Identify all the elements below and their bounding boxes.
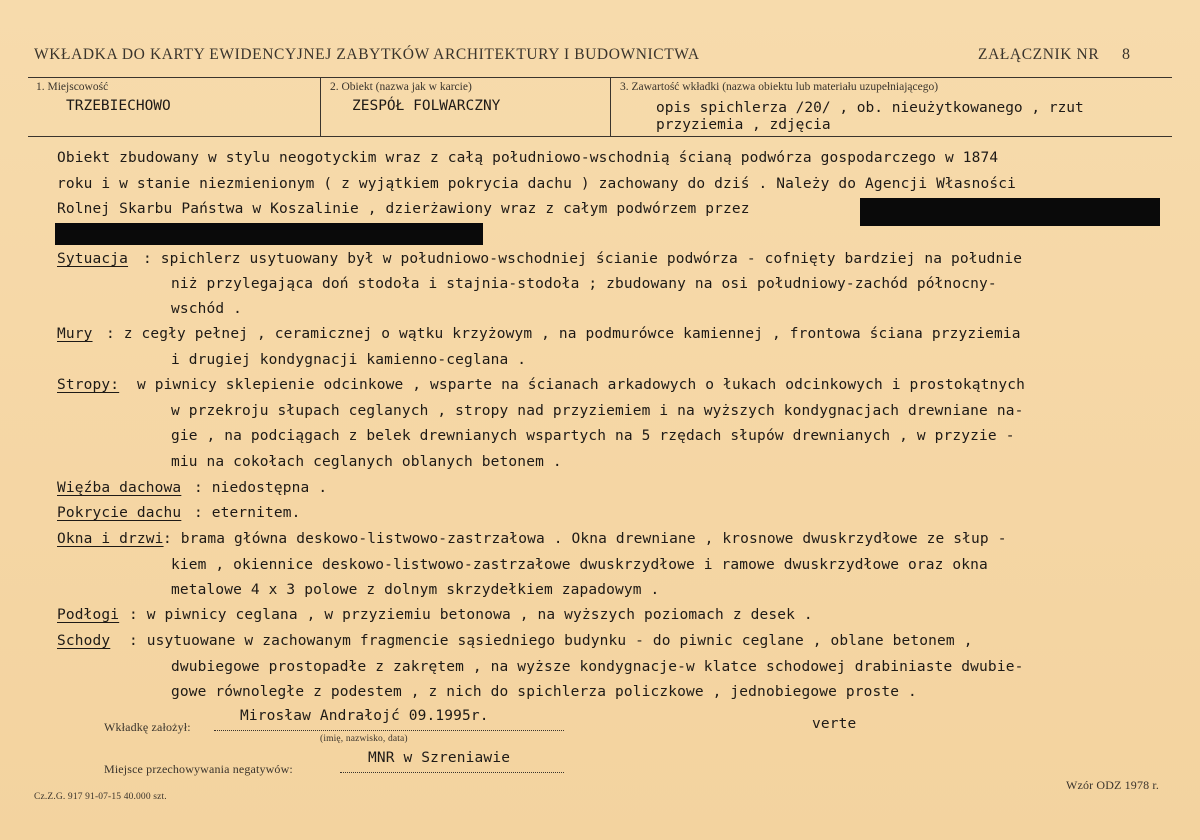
stropy-line: w przekroju słupach ceglanych , stropy nad przyziemiem i na wyższych kondygnacjach drewniane na- bbox=[171, 403, 1024, 419]
annex-label: ZAŁĄCZNIK NR bbox=[978, 46, 1100, 63]
location-signature-line bbox=[340, 772, 564, 773]
field-locality-value: TRZEBIECHOWO bbox=[66, 98, 171, 114]
field-contents bbox=[612, 78, 1172, 136]
intro-line: roku i w stanie niezmienionym ( z wyjątkiem pokrycia dachu ) zachowany do dziś . Należy do Agencji Własności bbox=[57, 176, 1017, 192]
section-label-mury: Mury bbox=[57, 326, 93, 342]
intro-line: Rolnej Skarbu Państwa w Koszalinie , dzierżawiony wraz z całym podwórzem przez bbox=[57, 201, 750, 217]
sytuacja-line: wschód . bbox=[171, 301, 243, 317]
field-contents-label: 3. Zawartość wkładki (nazwa obiektu lub materiału uzupełniającego) bbox=[620, 81, 939, 93]
location-label: Miejsce przechowywania negatywów: bbox=[104, 762, 293, 776]
redaction-block bbox=[860, 198, 1160, 226]
field-locality-label: 1. Miejscowość bbox=[36, 81, 109, 93]
stropy-line: gie , na podciągach z belek drewnianych wspartych na 5 rzędach słupów drewnianych , w przyzie - bbox=[171, 428, 1015, 444]
field-locality bbox=[28, 78, 321, 136]
author-value: Mirosław Andrałojć 09.1995r. bbox=[240, 708, 489, 724]
sytuacja-line: : spichlerz usytuowany był w południowo-wschodniej ścianie podwórza - cofnięty bardziej na południe bbox=[143, 251, 1023, 267]
intro-line: Obiekt zbudowany w stylu neogotyckim wraz z całą południowo-wschodnią ścianą podwórza gospodarczego w 1874 bbox=[57, 150, 999, 166]
field-contents-value: opis spichlerza /20/ , ob. nieużytkowanego , rzut przyziemia , zdjęcia bbox=[656, 100, 1084, 133]
wiezba-text: : niedostępna . bbox=[194, 480, 328, 496]
section-label-okna: Okna i drzwi bbox=[57, 531, 164, 547]
field-object-label: 2. Obiekt (nazwa jak w karcie) bbox=[330, 81, 472, 93]
schody-line: dwubiegowe prostopadłe z zakrętem , na wyższe kondygnacje-w klatce schodowej drabiniaste dwubie- bbox=[171, 659, 1024, 675]
pokrycie-text: : eternitem. bbox=[194, 505, 301, 521]
section-label-sytuacja: Sytuacja bbox=[57, 251, 129, 267]
author-caption: (imię, nazwisko, data) bbox=[320, 734, 408, 744]
print-info: Cz.Z.G. 917 91-07-15 40.000 szt. bbox=[34, 792, 167, 802]
okna-line: metalowe 4 x 3 polowe z dolnym skrzydełkiem zapadowym . bbox=[171, 582, 660, 598]
section-label-stropy: Stropy: bbox=[57, 377, 120, 393]
verte-note: verte bbox=[812, 716, 857, 732]
redaction-block bbox=[55, 223, 483, 245]
podlogi-text: : w piwnicy ceglana , w przyziemiu betonowa , na wyższych poziomach z desek . bbox=[129, 607, 813, 623]
form-model: Wzór ODZ 1978 r. bbox=[1066, 778, 1160, 792]
mury-line: : z cegły pełnej , ceramicznej o wątku krzyżowym , na podmurówce kamiennej , frontowa ściana przyziemia bbox=[106, 326, 1021, 342]
schody-line: : usytuowane w zachowanym fragmencie sąsiedniego budynku - do piwnic ceglane , oblane betonem , bbox=[129, 633, 973, 649]
section-label-pokrycie: Pokrycie dachu bbox=[57, 505, 182, 521]
stropy-line: miu na cokołach ceglanych oblanych betonem . bbox=[171, 454, 562, 470]
section-label-podlogi: Podłogi bbox=[57, 607, 120, 623]
okna-line: : brama główna deskowo-listwowo-zastrzałowa . Okna drewniane , krosnowe dwuskrzydłowe ze słup - bbox=[163, 531, 1007, 547]
field-object-value: ZESPÓŁ FOLWARCZNY bbox=[352, 98, 501, 114]
location-value: MNR w Szreniawie bbox=[368, 750, 511, 766]
section-label-schody: Schody bbox=[57, 633, 111, 649]
mury-line: i drugiej kondygnacji kamienno-ceglana . bbox=[171, 352, 527, 368]
fields-table bbox=[28, 77, 1172, 137]
sytuacja-line: niż przylegająca doń stodoła i stajnia-stodoła ; zbudowany na osi południowy-zachód północny- bbox=[171, 276, 997, 292]
annex-number: 8 bbox=[1122, 46, 1131, 63]
field-object bbox=[322, 78, 611, 136]
author-signature-line bbox=[214, 730, 564, 731]
section-label-wiezba: Więźba dachowa bbox=[57, 480, 182, 496]
schody-line: gowe równoległe z podestem , z nich do spichlerza policzkowe , jednobiegowe proste . bbox=[171, 684, 917, 700]
stropy-line: w piwnicy sklepienie odcinkowe , wsparte na ścianach arkadowych o łukach odcinkowych i prostokątnych bbox=[137, 377, 1025, 393]
card-title: WKŁADKA DO KARTY EWIDENCYJNEJ ZABYTKÓW ARCHITEKTURY I BUDOWNICTWA bbox=[34, 46, 700, 63]
author-label: Wkładkę założył: bbox=[104, 720, 191, 734]
okna-line: kiem , okiennice deskowo-listwowo-zastrzałowe dwuskrzydłowe i ramowe dwuskrzydłowe oraz okna bbox=[171, 557, 988, 573]
